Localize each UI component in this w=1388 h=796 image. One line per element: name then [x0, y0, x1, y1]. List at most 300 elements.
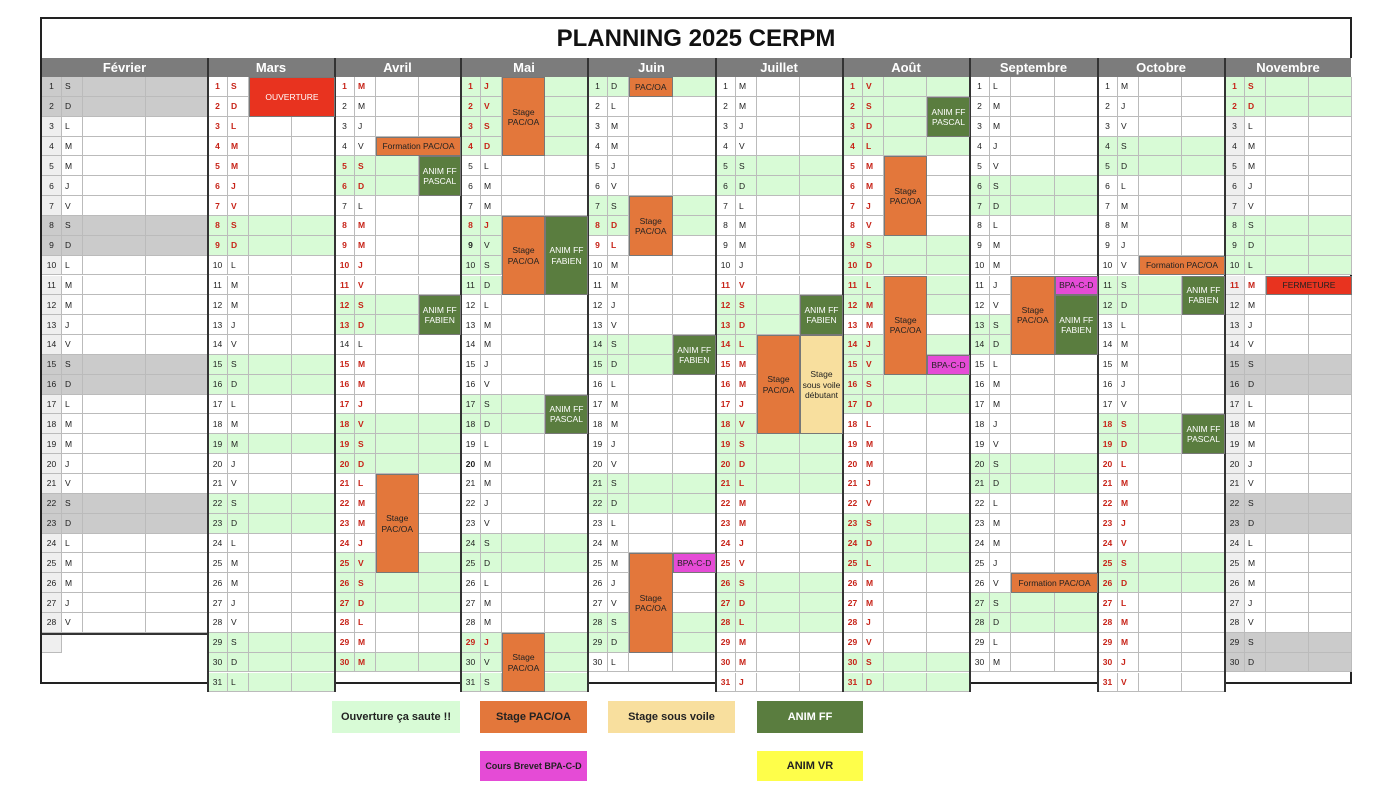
day-slot[interactable] — [146, 117, 209, 137]
day-slot[interactable] — [545, 375, 588, 395]
day-slot[interactable] — [673, 117, 717, 137]
day-slot[interactable] — [292, 494, 335, 514]
day-slot[interactable] — [1055, 414, 1099, 434]
day-slot[interactable] — [1266, 77, 1309, 97]
day-slot[interactable] — [545, 593, 588, 613]
day-slot[interactable] — [419, 355, 462, 375]
day-slot[interactable] — [1309, 454, 1352, 474]
event-block[interactable]: ANIM FF FABIEN — [1055, 295, 1099, 355]
day-slot[interactable] — [376, 633, 419, 653]
day-slot[interactable] — [419, 633, 462, 653]
day-slot[interactable] — [502, 196, 545, 216]
day-slot[interactable] — [419, 77, 462, 97]
day-slot[interactable] — [83, 176, 146, 196]
day-slot[interactable] — [800, 534, 843, 554]
day-slot[interactable] — [1309, 315, 1352, 335]
day-slot[interactable] — [1011, 256, 1055, 276]
day-slot[interactable] — [927, 673, 970, 693]
day-slot[interactable] — [800, 514, 843, 534]
day-slot[interactable] — [927, 653, 970, 673]
day-slot[interactable] — [292, 514, 335, 534]
day-slot[interactable] — [83, 77, 146, 97]
day-slot[interactable] — [757, 494, 800, 514]
day-slot[interactable] — [927, 414, 970, 434]
day-slot[interactable] — [146, 256, 209, 276]
day-slot[interactable] — [1266, 573, 1309, 593]
day-slot[interactable] — [545, 633, 588, 653]
event-block[interactable]: ANIM FF FABIEN — [545, 216, 588, 295]
day-slot[interactable] — [376, 653, 419, 673]
day-slot[interactable] — [1055, 375, 1099, 395]
day-slot[interactable] — [927, 216, 970, 236]
event-block[interactable]: ANIM FF PASCAL — [927, 97, 970, 137]
day-slot[interactable] — [146, 454, 209, 474]
event-block[interactable]: Stage PAC/OA — [884, 156, 927, 235]
day-slot[interactable] — [146, 593, 209, 613]
day-slot[interactable] — [757, 216, 800, 236]
day-slot[interactable] — [1139, 474, 1182, 494]
day-slot[interactable] — [1309, 216, 1352, 236]
day-slot[interactable] — [1266, 176, 1309, 196]
day-slot[interactable] — [1182, 454, 1225, 474]
day-slot[interactable] — [1055, 494, 1099, 514]
day-slot[interactable] — [83, 295, 146, 315]
day-slot[interactable] — [502, 156, 545, 176]
day-slot[interactable] — [292, 295, 335, 315]
day-slot[interactable] — [800, 653, 843, 673]
day-slot[interactable] — [83, 414, 146, 434]
day-slot[interactable] — [1139, 494, 1182, 514]
day-slot[interactable] — [800, 494, 843, 514]
day-slot[interactable] — [884, 494, 927, 514]
day-slot[interactable] — [1309, 593, 1352, 613]
day-slot[interactable] — [884, 613, 927, 633]
day-slot[interactable] — [1139, 653, 1182, 673]
event-block[interactable]: OUVERTURE — [249, 77, 335, 117]
day-slot[interactable] — [292, 156, 335, 176]
day-slot[interactable] — [1266, 553, 1309, 573]
day-slot[interactable] — [800, 673, 843, 693]
day-slot[interactable] — [1182, 77, 1225, 97]
day-slot[interactable] — [1139, 395, 1182, 415]
day-slot[interactable] — [249, 256, 292, 276]
day-slot[interactable] — [419, 117, 462, 137]
day-slot[interactable] — [545, 196, 588, 216]
day-slot[interactable] — [629, 335, 673, 355]
day-slot[interactable] — [545, 494, 588, 514]
day-slot[interactable] — [1182, 97, 1225, 117]
day-slot[interactable] — [1266, 256, 1309, 276]
day-slot[interactable] — [673, 573, 717, 593]
day-slot[interactable] — [376, 355, 419, 375]
day-slot[interactable] — [673, 295, 717, 315]
day-slot[interactable] — [146, 97, 209, 117]
day-slot[interactable] — [419, 573, 462, 593]
day-slot[interactable] — [1139, 276, 1182, 296]
day-slot[interactable] — [545, 653, 588, 673]
day-slot[interactable] — [545, 553, 588, 573]
day-slot[interactable] — [800, 454, 843, 474]
day-slot[interactable] — [292, 276, 335, 296]
day-slot[interactable] — [1266, 514, 1309, 534]
day-slot[interactable] — [502, 593, 545, 613]
day-slot[interactable] — [673, 196, 717, 216]
day-slot[interactable] — [1309, 414, 1352, 434]
day-slot[interactable] — [376, 97, 419, 117]
day-slot[interactable] — [884, 375, 927, 395]
day-slot[interactable] — [800, 156, 843, 176]
day-slot[interactable] — [800, 276, 843, 296]
day-slot[interactable] — [292, 613, 335, 633]
day-slot[interactable] — [545, 474, 588, 494]
day-slot[interactable] — [800, 77, 843, 97]
day-slot[interactable] — [800, 474, 843, 494]
day-slot[interactable] — [1055, 534, 1099, 554]
event-block[interactable]: Stage PAC/OA — [502, 633, 545, 693]
day-slot[interactable] — [545, 176, 588, 196]
day-slot[interactable] — [292, 573, 335, 593]
day-slot[interactable] — [292, 673, 335, 693]
day-slot[interactable] — [673, 534, 717, 554]
day-slot[interactable] — [83, 256, 146, 276]
day-slot[interactable] — [376, 117, 419, 137]
day-slot[interactable] — [757, 256, 800, 276]
event-block[interactable]: BPA-C-D — [927, 355, 970, 375]
day-slot[interactable] — [884, 593, 927, 613]
day-slot[interactable] — [1309, 633, 1352, 653]
event-block[interactable]: Stage PAC/OA — [376, 474, 419, 573]
day-slot[interactable] — [249, 156, 292, 176]
day-slot[interactable] — [1011, 137, 1055, 157]
day-slot[interactable] — [376, 573, 419, 593]
day-slot[interactable] — [146, 474, 209, 494]
day-slot[interactable] — [83, 474, 146, 494]
day-slot[interactable] — [1309, 156, 1352, 176]
day-slot[interactable] — [1011, 593, 1055, 613]
day-slot[interactable] — [1182, 613, 1225, 633]
day-slot[interactable] — [800, 256, 843, 276]
day-slot[interactable] — [419, 494, 462, 514]
day-slot[interactable] — [673, 375, 717, 395]
day-slot[interactable] — [884, 77, 927, 97]
event-block[interactable]: ANIM FF FABIEN — [419, 295, 462, 335]
event-block[interactable]: Stage PAC/OA — [502, 77, 545, 156]
day-slot[interactable] — [376, 395, 419, 415]
day-slot[interactable] — [502, 494, 545, 514]
day-slot[interactable] — [83, 534, 146, 554]
day-slot[interactable] — [884, 137, 927, 157]
day-slot[interactable] — [419, 434, 462, 454]
day-slot[interactable] — [1309, 77, 1352, 97]
day-slot[interactable] — [1139, 613, 1182, 633]
day-slot[interactable] — [629, 514, 673, 534]
day-slot[interactable] — [83, 137, 146, 157]
day-slot[interactable] — [629, 375, 673, 395]
day-slot[interactable] — [83, 117, 146, 137]
day-slot[interactable] — [673, 395, 717, 415]
day-slot[interactable] — [83, 355, 146, 375]
day-slot[interactable] — [83, 434, 146, 454]
day-slot[interactable] — [249, 673, 292, 693]
day-slot[interactable] — [673, 653, 717, 673]
day-slot[interactable] — [292, 117, 335, 137]
day-slot[interactable] — [376, 295, 419, 315]
day-slot[interactable] — [629, 414, 673, 434]
day-slot[interactable] — [1266, 216, 1309, 236]
day-slot[interactable] — [927, 375, 970, 395]
day-slot[interactable] — [502, 434, 545, 454]
day-slot[interactable] — [927, 236, 970, 256]
day-slot[interactable] — [800, 137, 843, 157]
day-slot[interactable] — [1309, 375, 1352, 395]
day-slot[interactable] — [927, 553, 970, 573]
day-slot[interactable] — [757, 613, 800, 633]
day-slot[interactable] — [757, 673, 800, 693]
day-slot[interactable] — [292, 434, 335, 454]
day-slot[interactable] — [419, 256, 462, 276]
day-slot[interactable] — [884, 633, 927, 653]
day-slot[interactable] — [673, 77, 717, 97]
day-slot[interactable] — [757, 653, 800, 673]
day-slot[interactable] — [1055, 653, 1099, 673]
day-slot[interactable] — [629, 97, 673, 117]
day-slot[interactable] — [146, 295, 209, 315]
event-block[interactable]: Stage PAC/OA — [884, 276, 927, 375]
day-slot[interactable] — [83, 315, 146, 335]
day-slot[interactable] — [292, 137, 335, 157]
day-slot[interactable] — [673, 474, 717, 494]
day-slot[interactable] — [800, 613, 843, 633]
day-slot[interactable] — [629, 176, 673, 196]
day-slot[interactable] — [545, 573, 588, 593]
day-slot[interactable] — [1182, 474, 1225, 494]
day-slot[interactable] — [1011, 117, 1055, 137]
day-slot[interactable] — [419, 196, 462, 216]
event-block[interactable]: Stage PAC/OA — [502, 216, 545, 295]
day-slot[interactable] — [146, 553, 209, 573]
day-slot[interactable] — [376, 236, 419, 256]
day-slot[interactable] — [673, 236, 717, 256]
day-slot[interactable] — [146, 137, 209, 157]
day-slot[interactable] — [146, 434, 209, 454]
day-slot[interactable] — [83, 494, 146, 514]
day-slot[interactable] — [249, 335, 292, 355]
day-slot[interactable] — [502, 414, 545, 434]
day-slot[interactable] — [419, 395, 462, 415]
day-slot[interactable] — [502, 613, 545, 633]
day-slot[interactable] — [83, 613, 146, 633]
day-slot[interactable] — [249, 276, 292, 296]
day-slot[interactable] — [673, 216, 717, 236]
day-slot[interactable] — [502, 454, 545, 474]
day-slot[interactable] — [249, 613, 292, 633]
day-slot[interactable] — [1266, 117, 1309, 137]
day-slot[interactable] — [1182, 553, 1225, 573]
day-slot[interactable] — [1182, 514, 1225, 534]
day-slot[interactable] — [292, 236, 335, 256]
day-slot[interactable] — [800, 434, 843, 454]
day-slot[interactable] — [757, 276, 800, 296]
day-slot[interactable] — [927, 256, 970, 276]
day-slot[interactable] — [800, 216, 843, 236]
day-slot[interactable] — [1139, 434, 1182, 454]
day-slot[interactable] — [545, 295, 588, 315]
day-slot[interactable] — [545, 534, 588, 554]
day-slot[interactable] — [673, 276, 717, 296]
day-slot[interactable] — [1182, 494, 1225, 514]
day-slot[interactable] — [249, 137, 292, 157]
day-slot[interactable] — [757, 434, 800, 454]
day-slot[interactable] — [1266, 494, 1309, 514]
day-slot[interactable] — [146, 375, 209, 395]
event-block[interactable]: FERMETURE — [1266, 276, 1352, 296]
day-slot[interactable] — [1266, 355, 1309, 375]
day-slot[interactable] — [1309, 196, 1352, 216]
day-slot[interactable] — [1055, 454, 1099, 474]
day-slot[interactable] — [1055, 77, 1099, 97]
day-slot[interactable] — [927, 434, 970, 454]
day-slot[interactable] — [376, 335, 419, 355]
day-slot[interactable] — [292, 395, 335, 415]
day-slot[interactable] — [673, 414, 717, 434]
event-block[interactable]: ANIM FF FABIEN — [673, 335, 717, 375]
day-slot[interactable] — [1139, 196, 1182, 216]
day-slot[interactable] — [249, 414, 292, 434]
day-slot[interactable] — [292, 176, 335, 196]
day-slot[interactable] — [673, 315, 717, 335]
day-slot[interactable] — [884, 395, 927, 415]
day-slot[interactable] — [376, 593, 419, 613]
day-slot[interactable] — [249, 375, 292, 395]
day-slot[interactable] — [757, 534, 800, 554]
day-slot[interactable] — [1011, 653, 1055, 673]
day-slot[interactable] — [629, 454, 673, 474]
day-slot[interactable] — [249, 454, 292, 474]
day-slot[interactable] — [1011, 375, 1055, 395]
day-slot[interactable] — [419, 414, 462, 434]
event-block[interactable]: Formation PAC/OA — [1139, 256, 1225, 276]
day-slot[interactable] — [1182, 137, 1225, 157]
day-slot[interactable] — [1309, 355, 1352, 375]
day-slot[interactable] — [545, 156, 588, 176]
day-slot[interactable] — [1139, 454, 1182, 474]
day-slot[interactable] — [1139, 514, 1182, 534]
day-slot[interactable] — [146, 216, 209, 236]
day-slot[interactable] — [1309, 553, 1352, 573]
day-slot[interactable] — [502, 395, 545, 415]
day-slot[interactable] — [1182, 653, 1225, 673]
day-slot[interactable] — [1011, 434, 1055, 454]
day-slot[interactable] — [1011, 474, 1055, 494]
day-slot[interactable] — [1139, 295, 1182, 315]
day-slot[interactable] — [673, 434, 717, 454]
day-slot[interactable] — [83, 335, 146, 355]
day-slot[interactable] — [757, 117, 800, 137]
day-slot[interactable] — [1011, 156, 1055, 176]
day-slot[interactable] — [673, 613, 717, 633]
day-slot[interactable] — [83, 395, 146, 415]
day-slot[interactable] — [1266, 434, 1309, 454]
day-slot[interactable] — [927, 534, 970, 554]
day-slot[interactable] — [800, 196, 843, 216]
day-slot[interactable] — [1011, 97, 1055, 117]
day-slot[interactable] — [884, 653, 927, 673]
day-slot[interactable] — [1182, 673, 1225, 693]
day-slot[interactable] — [146, 77, 209, 97]
day-slot[interactable] — [249, 514, 292, 534]
day-slot[interactable] — [1055, 156, 1099, 176]
day-slot[interactable] — [800, 236, 843, 256]
day-slot[interactable] — [757, 514, 800, 534]
day-slot[interactable] — [800, 553, 843, 573]
day-slot[interactable] — [249, 434, 292, 454]
day-slot[interactable] — [376, 276, 419, 296]
day-slot[interactable] — [1055, 474, 1099, 494]
day-slot[interactable] — [1011, 395, 1055, 415]
day-slot[interactable] — [83, 593, 146, 613]
day-slot[interactable] — [884, 454, 927, 474]
day-slot[interactable] — [757, 593, 800, 613]
event-block[interactable]: PAC/OA — [629, 77, 673, 97]
day-slot[interactable] — [757, 137, 800, 157]
day-slot[interactable] — [249, 295, 292, 315]
day-slot[interactable] — [83, 97, 146, 117]
day-slot[interactable] — [800, 176, 843, 196]
day-slot[interactable] — [884, 474, 927, 494]
day-slot[interactable] — [1182, 375, 1225, 395]
day-slot[interactable] — [292, 355, 335, 375]
day-slot[interactable] — [292, 593, 335, 613]
event-block[interactable]: Stage PAC/OA — [1011, 276, 1055, 355]
day-slot[interactable] — [1055, 514, 1099, 534]
day-slot[interactable] — [1182, 196, 1225, 216]
day-slot[interactable] — [1266, 315, 1309, 335]
day-slot[interactable] — [376, 434, 419, 454]
day-slot[interactable] — [419, 514, 462, 534]
day-slot[interactable] — [1182, 534, 1225, 554]
day-slot[interactable] — [249, 573, 292, 593]
day-slot[interactable] — [1266, 156, 1309, 176]
day-slot[interactable] — [673, 494, 717, 514]
day-slot[interactable] — [1309, 653, 1352, 673]
day-slot[interactable] — [545, 137, 588, 157]
day-slot[interactable] — [927, 156, 970, 176]
day-slot[interactable] — [1266, 474, 1309, 494]
day-slot[interactable] — [629, 395, 673, 415]
day-slot[interactable] — [83, 514, 146, 534]
day-slot[interactable] — [83, 375, 146, 395]
day-slot[interactable] — [673, 176, 717, 196]
day-slot[interactable] — [927, 137, 970, 157]
day-slot[interactable] — [1055, 395, 1099, 415]
day-slot[interactable] — [1011, 633, 1055, 653]
day-slot[interactable] — [757, 454, 800, 474]
day-slot[interactable] — [927, 77, 970, 97]
day-slot[interactable] — [1139, 236, 1182, 256]
day-slot[interactable] — [1055, 613, 1099, 633]
event-block[interactable]: Stage PAC/OA — [757, 335, 800, 434]
day-slot[interactable] — [629, 156, 673, 176]
day-slot[interactable] — [292, 653, 335, 673]
day-slot[interactable] — [757, 236, 800, 256]
day-slot[interactable] — [249, 315, 292, 335]
day-slot[interactable] — [376, 256, 419, 276]
day-slot[interactable] — [83, 196, 146, 216]
day-slot[interactable] — [1182, 216, 1225, 236]
day-slot[interactable] — [1139, 375, 1182, 395]
day-slot[interactable] — [146, 156, 209, 176]
day-slot[interactable] — [146, 355, 209, 375]
